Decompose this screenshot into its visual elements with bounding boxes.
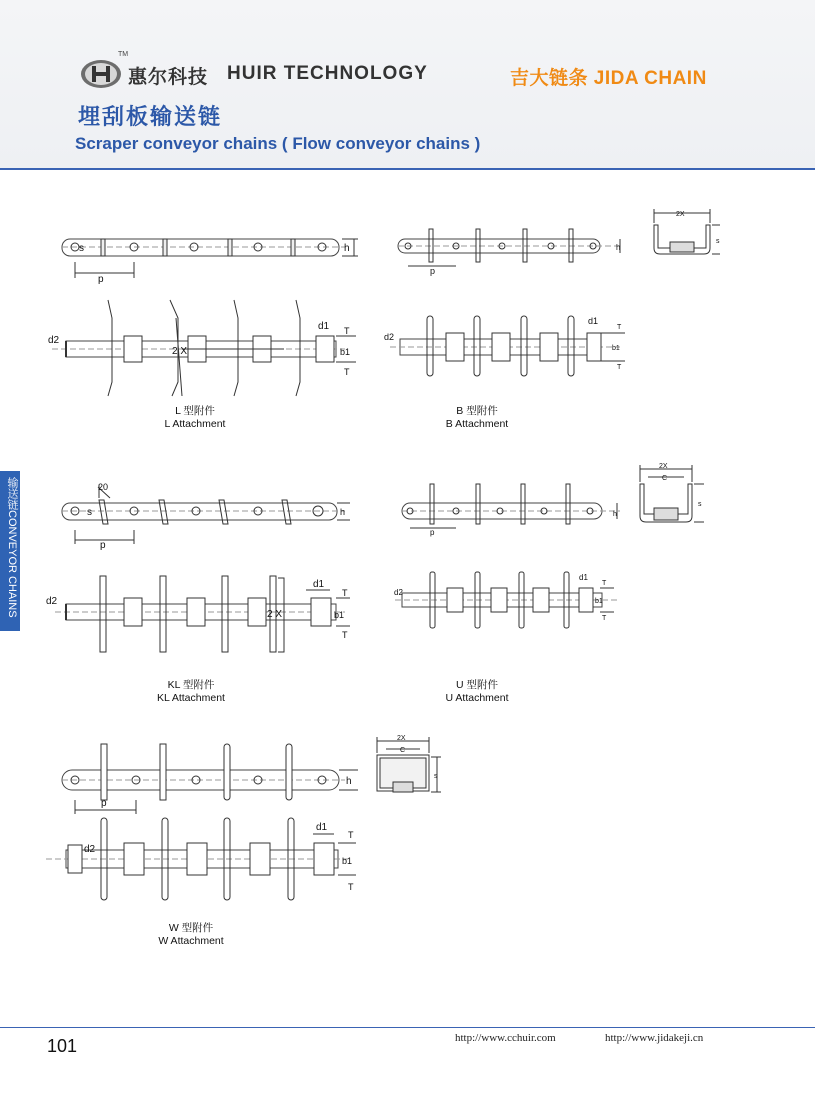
w-end-2x-label: 2X [397, 735, 406, 742]
b-attachment-side-view [398, 229, 620, 266]
b-attachment-end-view [654, 209, 720, 254]
kl-dim-p-label: p [100, 540, 106, 551]
caption-l-cn: L 型附件 [175, 405, 215, 417]
kl-dim-h-label: h [340, 507, 346, 517]
caption-u-en: U Attachment [445, 692, 509, 704]
caption-u-attachment [422, 679, 532, 705]
b-dim-p-label: p [430, 266, 436, 276]
side-tab-label: 输送链CONVEYOR CHAINS [6, 477, 18, 618]
brand-name-chinese: 惠尔科技 [128, 67, 209, 88]
caption-u-cn: U 型附件 [456, 679, 498, 691]
u-dim-h-label: h [613, 511, 617, 518]
kl-dim-angle-label: 20 [98, 482, 109, 492]
kl-attachment-side-view [62, 485, 350, 544]
u-dim-t-top-label: T [602, 580, 607, 587]
u-dim-p-label: p [430, 528, 435, 537]
w-dim-t-top-label: T [348, 830, 354, 840]
page-title-english: Scraper conveyor chains ( Flow conveyor chains ) [75, 134, 481, 153]
b-end-2x-label: 2X [676, 211, 685, 218]
u-dim-b1-label: b1 [595, 598, 603, 605]
caption-kl-cn: KL 型附件 [167, 679, 215, 691]
u-attachment-side-view [402, 484, 620, 528]
w-end-s-label: s [434, 773, 438, 780]
caption-w-attachment [136, 922, 246, 948]
b-dim-b1-label: b1 [612, 345, 620, 352]
dim-d1-label: d1 [318, 321, 330, 332]
u-end-c-label: C [662, 475, 668, 482]
kl-dim-2x-label: 2 X [267, 609, 283, 620]
dim-2x-label: 2 X [172, 346, 188, 357]
jida-chain-brand: 吉大链条 JIDA CHAIN [510, 68, 707, 89]
caption-w-en: W Attachment [158, 935, 224, 947]
trademark-mark: TM [118, 51, 129, 58]
w-dim-d2-label: d2 [84, 844, 96, 855]
b-end-s-label: s [716, 238, 720, 245]
dim-t-bottom-label: T [344, 367, 350, 377]
w-dim-h-label: h [346, 776, 352, 787]
caption-kl-attachment [136, 679, 246, 705]
l-attachment-top-view [52, 300, 356, 396]
page-title-chinese: 埋刮板输送链 [78, 104, 223, 129]
caption-w-cn: W 型附件 [168, 922, 214, 934]
u-end-2x-label: 2X [659, 463, 668, 470]
page-number: 101 [47, 1036, 78, 1056]
footer-url-cchuir[interactable]: http://www.cchuir.com [455, 1032, 556, 1044]
caption-l-attachment [140, 405, 250, 431]
b-dim-d1-label: d1 [588, 316, 599, 326]
brand-name-english: HUIR TECHNOLOGY [227, 63, 428, 84]
footer-divider [0, 1027, 815, 1028]
kl-dim-s-label: s [87, 507, 92, 518]
kl-dim-d1-label: d1 [313, 579, 325, 590]
b-dim-t-top-label: T [617, 324, 622, 331]
u-attachment-end-view [640, 465, 704, 522]
b-dim-d2-label: d2 [384, 332, 395, 342]
kl-dim-b1-label: b1 [334, 610, 345, 620]
w-end-c-label: C [400, 747, 406, 754]
footer-url-jidakeji[interactable]: http://www.jidakeji.cn [605, 1032, 704, 1044]
kl-dim-t-top-label: T [342, 588, 348, 598]
u-dim-d1-label: d1 [579, 573, 588, 582]
dim-s-label: s [79, 243, 84, 254]
caption-b-en: B Attachment [445, 418, 509, 430]
dim-d2-label: d2 [48, 335, 60, 346]
b-dim-h-label: h [616, 243, 621, 252]
dim-t-top-label: T [344, 326, 350, 336]
w-dim-t-bottom-label: T [348, 882, 354, 892]
caption-kl-en: KL Attachment [157, 692, 225, 704]
w-attachment-end-view [377, 737, 441, 792]
w-attachment-top-view [46, 818, 356, 900]
b-dim-t-bottom-label: T [617, 364, 622, 371]
kl-attachment-top-view [55, 576, 350, 652]
dim-b1-label: b1 [340, 347, 351, 357]
kl-dim-t-bottom-label: T [342, 630, 348, 640]
u-dim-t-bottom-label: T [602, 615, 607, 622]
caption-b-cn: B 型附件 [456, 405, 498, 417]
dim-p-label: p [98, 274, 104, 285]
l-attachment-side-view [62, 239, 358, 278]
w-dim-b1-label: b1 [342, 856, 353, 866]
caption-l-en: L Attachment [164, 418, 226, 430]
w-dim-p-label: p [101, 798, 107, 809]
w-dim-d1-label: d1 [316, 822, 328, 833]
dim-h-label: h [344, 243, 350, 254]
u-end-s-label: s [698, 501, 702, 508]
kl-dim-d2-label: d2 [46, 596, 58, 607]
caption-b-attachment [422, 405, 532, 431]
u-dim-d2-label: d2 [394, 588, 403, 597]
